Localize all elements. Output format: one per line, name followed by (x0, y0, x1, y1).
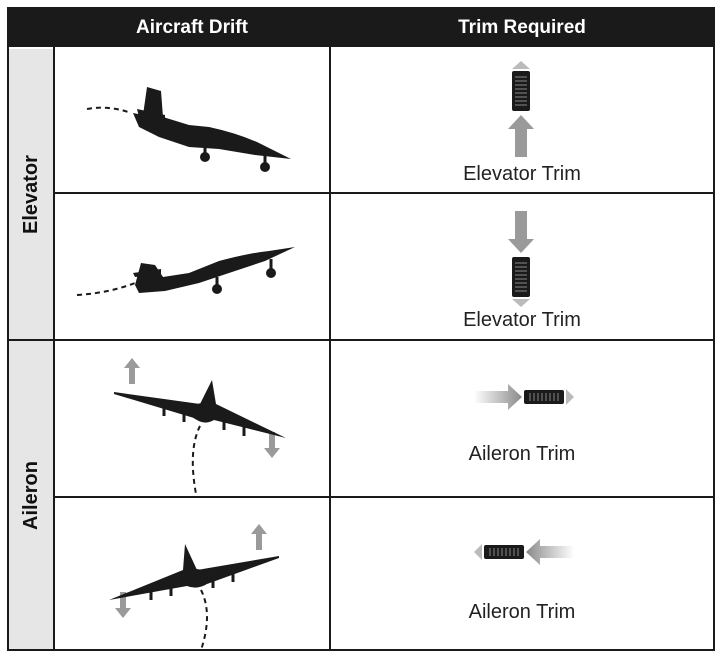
header-aircraft-drift: Aircraft Drift (55, 9, 329, 47)
group-label-text: Aileron (19, 460, 42, 530)
row-divider (55, 192, 713, 194)
group-label-text: Elevator (19, 154, 42, 234)
aircraft-front-roll-left-icon (101, 514, 301, 654)
trim-caption: Aileron Trim (468, 443, 576, 465)
trim-caption: Elevator Trim (463, 309, 581, 331)
group-divider (9, 339, 713, 341)
elevator-trim-up-icon (506, 61, 536, 161)
header-trim-required: Trim Required (331, 9, 713, 47)
trim-caption: Elevator Trim (463, 163, 581, 185)
aileron-trim-right-icon (474, 382, 574, 412)
aileron-trim-left-icon (474, 537, 574, 567)
aircraft-front-roll-right-icon (104, 354, 304, 494)
trim-caption: Aileron Trim (468, 601, 576, 623)
header-corner (9, 9, 53, 47)
row-divider (55, 496, 713, 498)
group-label-elevator (9, 49, 53, 339)
divider (53, 9, 55, 649)
group-label-aileron (9, 341, 53, 649)
aircraft-side-nose-down-icon (69, 69, 309, 179)
elevator-trim-down-icon (506, 207, 536, 307)
aircraft-side-nose-up-icon (69, 229, 309, 319)
trim-table (7, 7, 715, 651)
